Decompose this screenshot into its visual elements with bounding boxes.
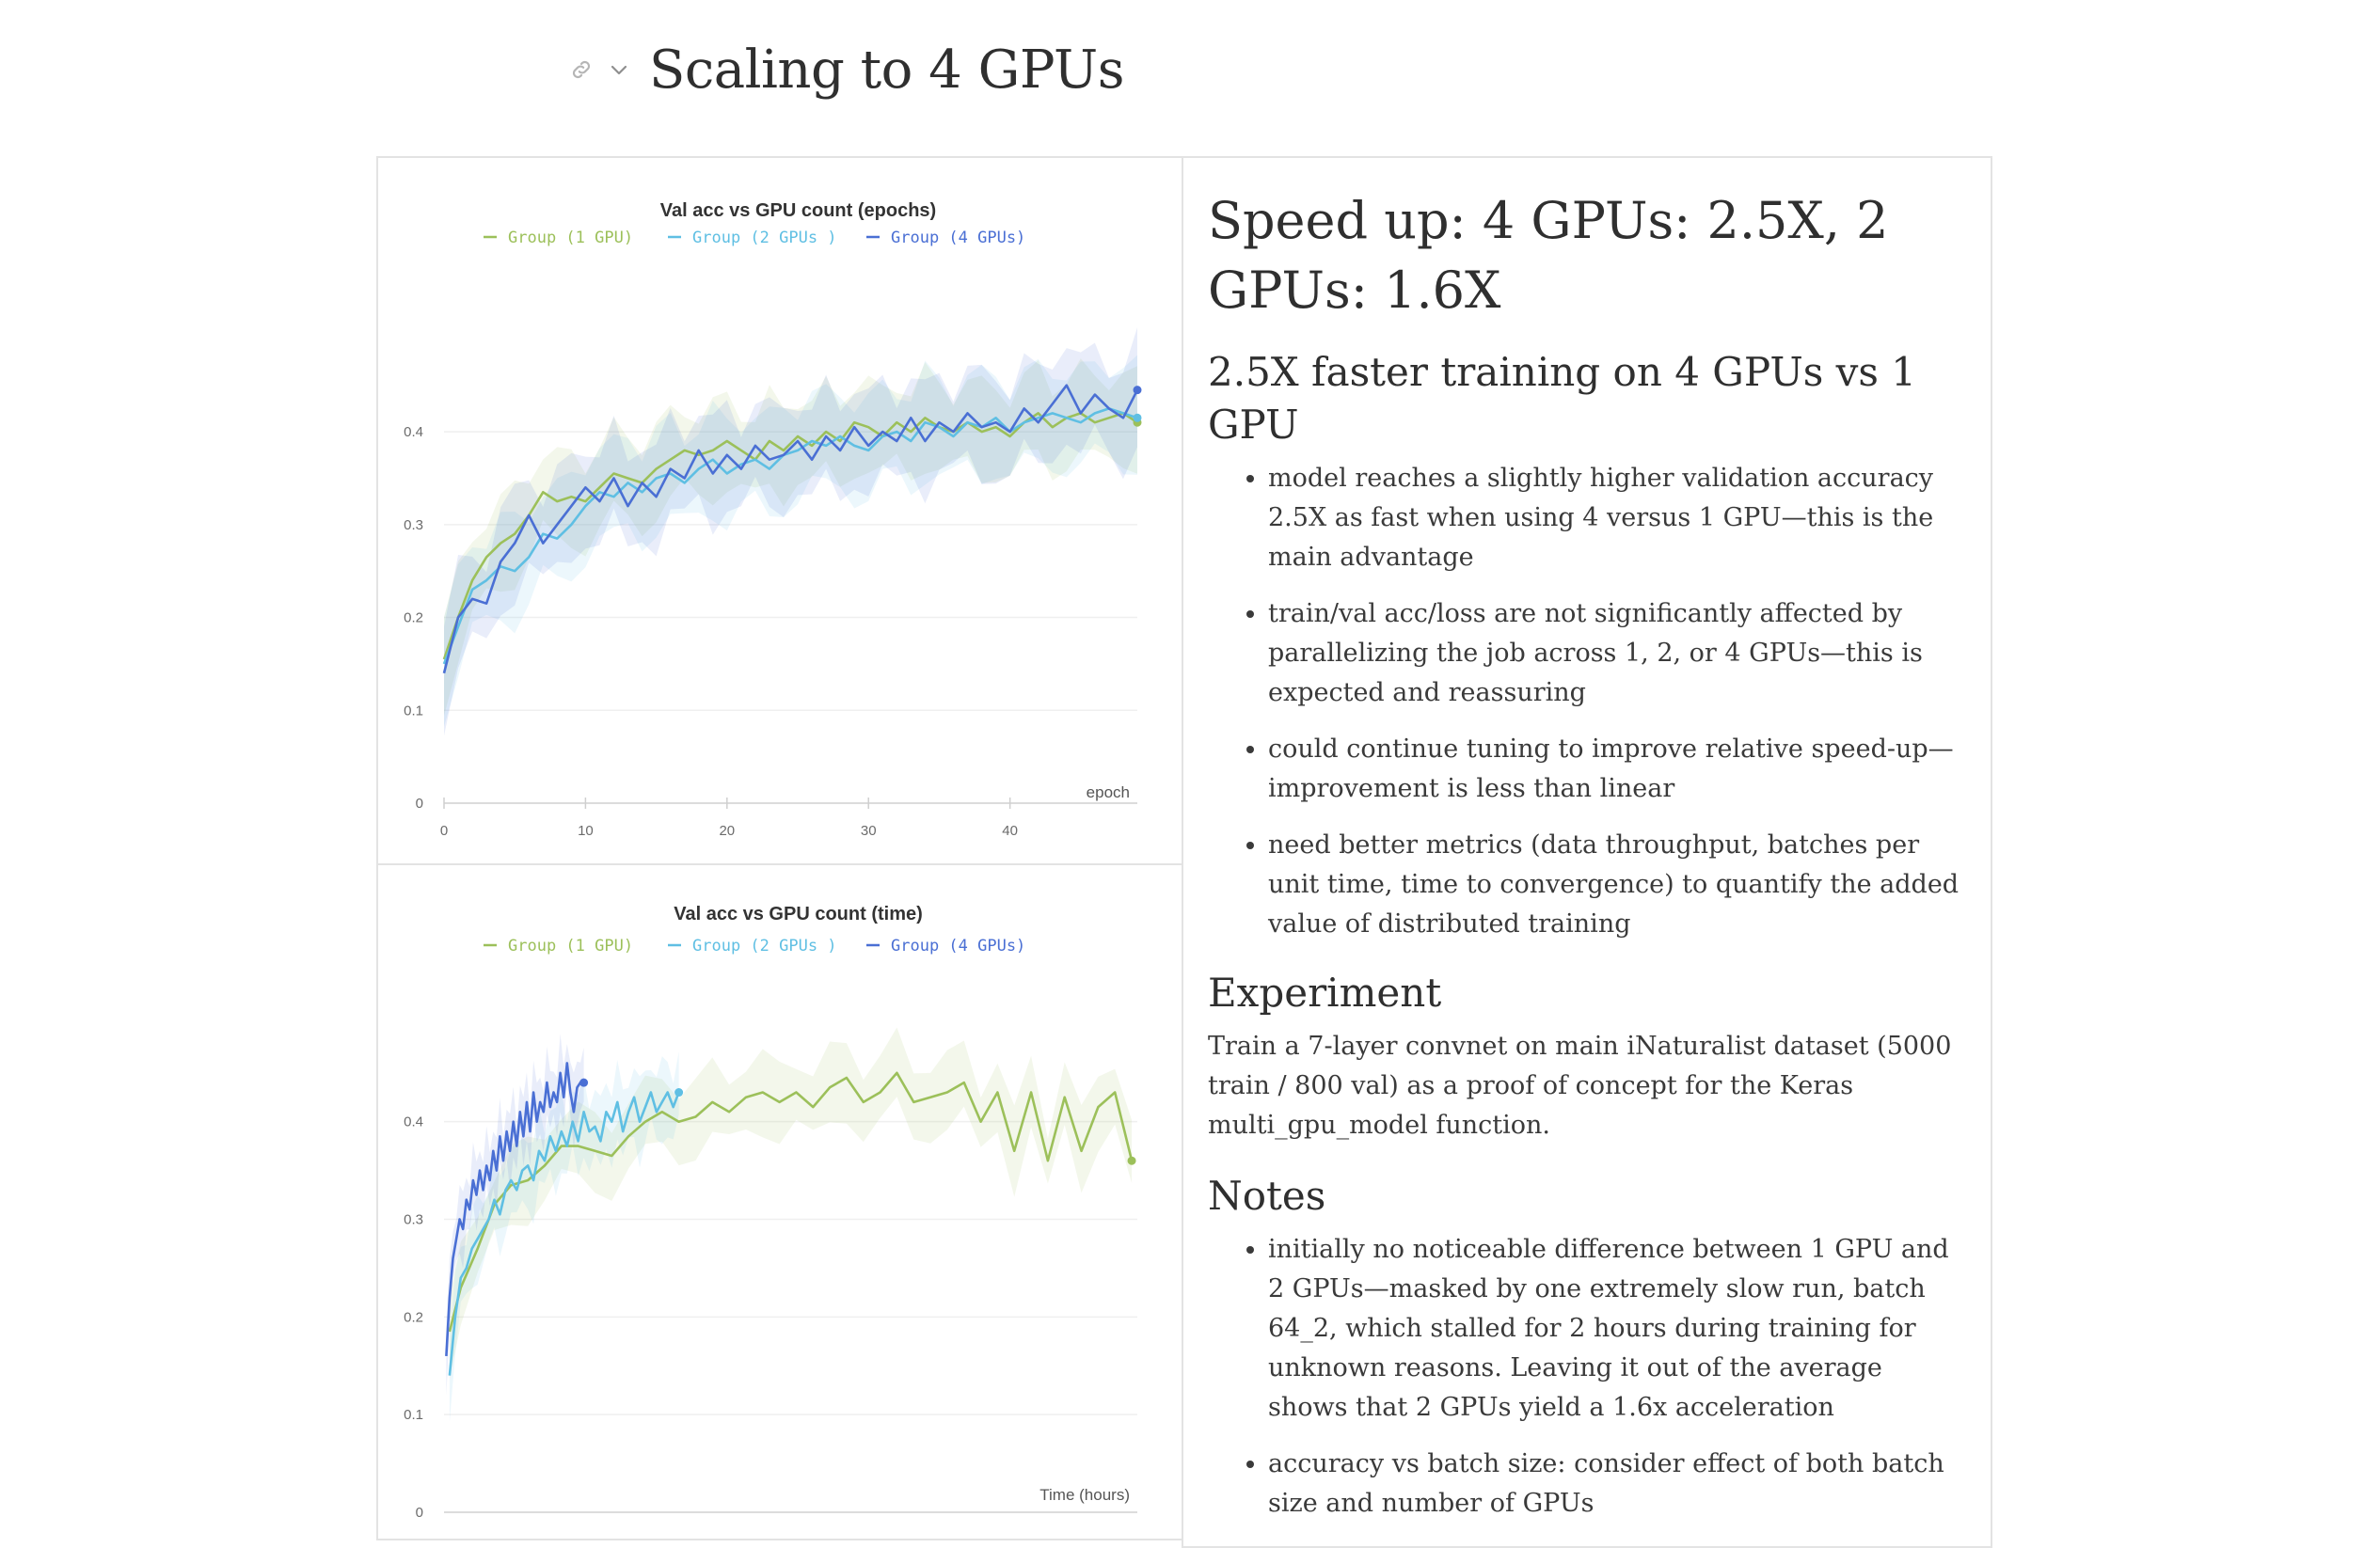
y-tick-label: 0.3 <box>404 516 423 533</box>
y-tick-label: 0.4 <box>404 424 423 441</box>
list-item: • accuracy vs batch size: consider effect of both batch size and number of GPUs <box>1268 1445 1966 1524</box>
x-tick-label: 30 <box>860 823 877 839</box>
y-tick-label: 0.2 <box>404 1309 423 1326</box>
notes-heading: Notes <box>1208 1173 1326 1219</box>
series-endpoint-group-2-gpus <box>674 1088 683 1097</box>
legend-entry-group-4-gpus[interactable]: Group (4 GPUs) <box>891 937 1026 956</box>
chevron-down-icon[interactable] <box>602 53 636 87</box>
series-endpoint-group-1-gpu <box>1128 1157 1136 1165</box>
speedup-bullet-list <box>1208 459 1966 944</box>
legend-entry-group-1-gpu[interactable]: Group (1 GPU) <box>508 229 634 247</box>
notes-bullet-list <box>1208 1230 1966 1524</box>
section-header <box>564 30 1124 109</box>
series-endpoint-group-4-gpus <box>1134 386 1142 394</box>
y-tick-label: 0.2 <box>404 609 423 626</box>
legend-entry-group-2-gpus[interactable]: Group (2 GPUs ) <box>692 937 837 956</box>
y-tick-label: 0.1 <box>404 703 423 719</box>
list-item: • train/val acc/loss are not significantly affected by parallelizing the job across 1, 2, or 4 GPUs—this is expected and reassuring <box>1268 594 1966 713</box>
band-group-4-gpus <box>444 327 1137 735</box>
experiment-heading: Experiment <box>1208 970 1442 1016</box>
link-icon[interactable] <box>564 53 598 87</box>
legend-entry-group-4-gpus[interactable]: Group (4 GPUs) <box>891 229 1026 247</box>
x-tick-label: 20 <box>719 823 736 839</box>
x-tick-label: 10 <box>578 823 594 839</box>
list-item: • could continue tuning to improve relative speed-up—improvement is less than linear <box>1268 730 1966 809</box>
legend-entry-group-1-gpu[interactable]: Group (1 GPU) <box>508 937 634 956</box>
notes-content <box>1208 186 1966 1546</box>
y-tick-label: 0 <box>415 1505 423 1521</box>
legend-entry-group-2-gpus[interactable]: Group (2 GPUs ) <box>692 229 837 247</box>
chart-panel-epochs[interactable] <box>376 156 1183 865</box>
speedup-heading: Speed up: 4 GPUs: 2.5X, 2 GPUs: 1.6X <box>1208 191 1889 320</box>
chart-val-acc-epochs <box>378 158 1185 867</box>
chart-title: Val acc vs GPU count (epochs) <box>659 200 937 221</box>
list-item: • model reaches a slightly higher validation accuracy 2.5X as fast when using 4 versus 1 GPU—this is the main advantage <box>1268 459 1966 577</box>
series-endpoint-group-4-gpus <box>579 1079 588 1087</box>
list-item: • initially no noticeable difference between 1 GPU and 2 GPUs—masked by one extremely slow run, batch 64_2, which stalled for 2 hours during training for unknown reasons. Leaving it out of the average shows that 2 GPUs yield a 1.6x acceleration <box>1268 1230 1966 1428</box>
y-tick-label: 0 <box>415 796 423 812</box>
y-tick-label: 0.4 <box>404 1114 423 1130</box>
x-tick-label: 0 <box>439 823 449 839</box>
speedup-subheading: 2.5X faster training on 4 GPUs vs 1 GPU <box>1208 349 1917 448</box>
x-axis-label: epoch <box>1086 783 1130 801</box>
experiment-text: Train a 7-layer convnet on main iNaturalist dataset (5000 train / 800 val) as a proof of concept for the Keras multi_gpu_model function. <box>1208 1032 1952 1140</box>
chart-val-acc-time <box>378 865 1185 1542</box>
chart-title: Val acc vs GPU count (time) <box>674 904 923 924</box>
y-tick-label: 0.3 <box>404 1211 423 1228</box>
list-item: • need better metrics (data throughput, batches per unit time, time to convergence) to quantify the added value of distributed training <box>1268 826 1966 944</box>
y-tick-label: 0.1 <box>404 1407 423 1424</box>
x-tick-label: 40 <box>1002 823 1018 839</box>
section-title: Scaling to 4 GPUs <box>649 39 1124 101</box>
series-endpoint-group-2-gpus <box>1134 414 1142 422</box>
chart-panel-time[interactable] <box>376 863 1183 1540</box>
notes-panel <box>1182 156 1992 1548</box>
x-axis-label: Time (hours) <box>1039 1486 1130 1504</box>
